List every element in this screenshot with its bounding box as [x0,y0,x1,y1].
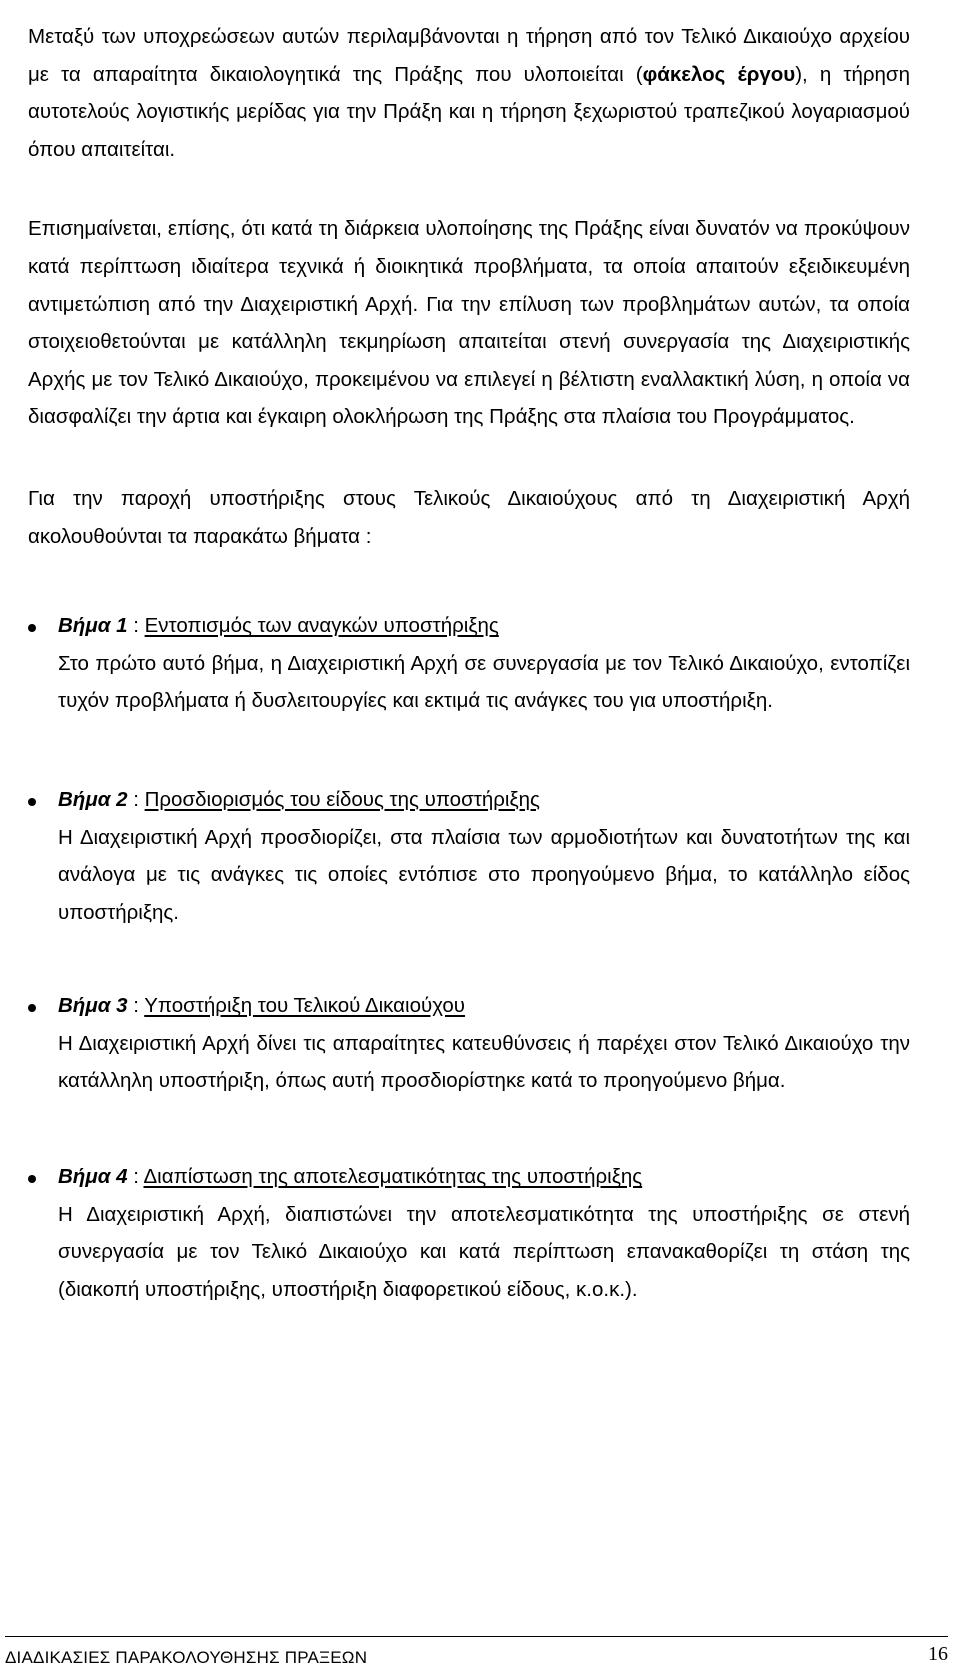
bullet-icon [28,798,36,806]
step-heading [58,1158,910,1196]
step-description: Η Διαχειριστική Αρχή, διαπιστώνει την αποτελεσματικότητα της υποστήριξης σε στενή συνεργασία με τον Τελικό Δικαιούχο και κατά περίπτωση επανακαθορίζει τη στάση της (διακοπή υποστήριξης, υποστήριξη διαφορετικού είδους, κ.ο.κ.). [58,1202,910,1301]
step-description: Στο πρώτο αυτό βήμα, η Διαχειριστική Αρχή σε συνεργασία με τον Τελικό Δικαιούχο, εντοπίζει τυχόν προβλήματα ή δυσλειτουργίες και εκτιμά τις ανάγκες του για υποστήριξη. [58,651,910,713]
step-description: Η Διαχειριστική Αρχή προσδιορίζει, στα πλαίσια των αρμοδιοτήτων και δυνατοτήτων της και ανάλογα με τις ανάγκες τις οποίες εντόπισε στο προηγούμενο βήμα, το κατάλληλο είδος υποστήριξης. [58,825,910,924]
step-title: Εντοπισμός των αναγκών υποστήριξης [144,614,499,638]
step-item [28,987,910,1100]
bullet-icon [28,1004,36,1012]
step-title: Προσδιορισμός του είδους της υποστήριξης [144,787,540,811]
paragraph-obligations [28,18,910,168]
step-label: Βήμα 4 [58,1165,128,1189]
page-footer [5,1636,948,1667]
step-separator: : [127,994,145,1018]
step-heading [58,607,910,645]
step-description: Η Διαχειριστική Αρχή δίνει τις απαραίτητες κατευθύνσεις ή παρέχει στον Τελικό Δικαιούχο την κατάλληλη υποστήριξη, όπως αυτή προσδιορίστηκε κατά το προηγούμενο βήμα. [58,1031,910,1093]
bullet-icon [28,1175,36,1183]
step-separator: : [127,1165,144,1189]
step-label: Βήμα 3 [58,994,128,1018]
step-separator: : [127,614,145,638]
step-heading [58,987,910,1025]
document-page [28,0,910,1308]
step-item [28,1158,910,1308]
step-title: Διαπίστωση της αποτελεσματικότητας της υποστήριξης [143,1165,643,1189]
step-label: Βήμα 2 [58,787,128,811]
paragraph-technical-problems: Επισημαίνεται, επίσης, ότι κατά τη διάρκεια υλοποίησης της Πράξης είναι δυνατόν να προκύψουν κατά περίπτωση ιδιαίτερα τεχνικά ή διοικητικά προβλήματα, τα οποία απαιτούν εξειδικευμένη αντιμετώπιση από την Διαχειριστική Αρχή. Για την επίλυση των προβλημάτων αυτών, τα οποία στοιχειοθετούνται με κατάλληλη τεκμηρίωση απαιτείται στενή συνεργασία της Διαχειριστικής Αρχής με τον Τελικό Δικαιούχο, προκειμένου να επιλεγεί η βέλτιστη εναλλακτική λύση, η οποία να διασφαλίζει την άρτια και έγκαιρη ολοκλήρωση της Πράξης στα πλαίσια του Προγράμματος. [28,217,910,429]
step-title: Υποστήριξη του Τελικού Δικαιούχου [144,994,466,1018]
steps-list [28,607,910,1308]
project-file-term: φάκελος έργου [642,62,796,86]
step-label: Βήμα 1 [58,614,128,638]
paragraph-obligations-text-end: ), η τήρηση αυτοτελούς λογιστικής μερίδας για την Πράξη και η τήρηση ξεχωριστού τραπεζικού λογαριασμού όπου απαιτείται. [28,62,910,161]
step-item [28,781,910,931]
paragraph-obligations-text-start: Μεταξύ των υποχρεώσεων αυτών περιλαμβάνονται η τήρηση από τον Τελικό Δικαιούχο αρχείου με τα απαραίτητα δικαιολογητικά της Πράξης που υλοποιείται ( [28,25,910,86]
page-number: 16 [928,1643,948,1665]
step-item [28,607,910,720]
bullet-icon [28,624,36,632]
footer-title: ΔΙΑΔΙΚΑΣΙΕΣ ΠΑΡΑΚΟΛΟΥΘΗΣΗΣ ΠΡΑΞΕΩΝ [5,1648,368,1667]
step-separator: : [127,787,145,811]
step-heading [58,781,910,819]
paragraph-support-intro: Για την παροχή υποστήριξης στους Τελικούς Δικαιούχους από τη Διαχειριστική Αρχή ακολουθούνται τα παρακάτω βήματα : [28,486,910,548]
